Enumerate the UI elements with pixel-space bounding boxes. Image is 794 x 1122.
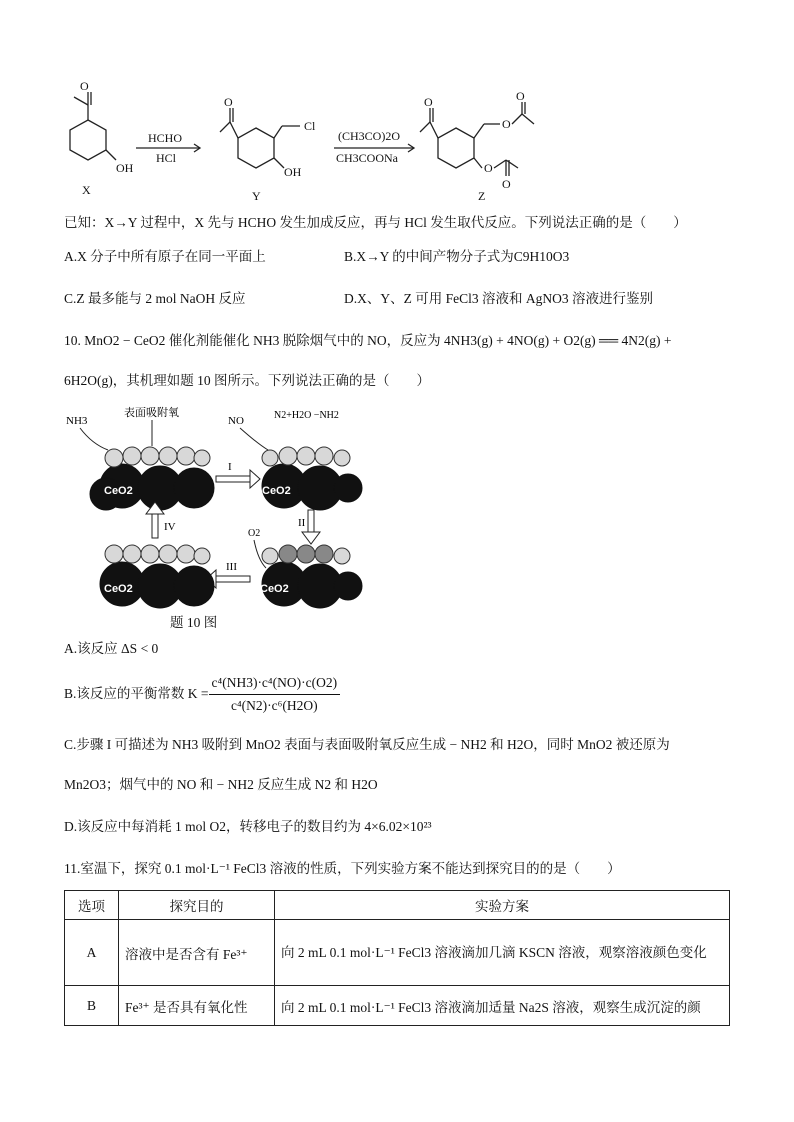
table-header: 选项 (65, 891, 119, 920)
experiment-table (64, 890, 730, 1026)
products-label: N2+H2O −NH2 (274, 410, 339, 421)
table-row (65, 986, 730, 1026)
ceo2-label-1: CeO2 (104, 485, 133, 497)
z-carbonyl-o: O (424, 95, 433, 109)
step-iii-label: III (226, 561, 237, 573)
y-oh: OH (284, 165, 302, 179)
arrow1-reagent2: HCl (156, 151, 177, 165)
q10-option-b-prefix: B.该反应的平衡常数 K = (64, 686, 209, 701)
q10-stem-line2: 6H2O(g)，其机理如题 10 图所示。下列说法正确的是（ ） (64, 373, 430, 388)
z-ester-o2: O (516, 89, 525, 103)
q10-option-b (64, 668, 340, 720)
catalyst-top-right (262, 447, 362, 510)
molecule-z (420, 89, 534, 191)
q9-option-c: C.Z 最多能与 2 mol NaOH 反应 (64, 291, 246, 306)
z-ester-o1: O (502, 117, 511, 131)
equilibrium-constant-fraction (209, 674, 341, 715)
molecule-y (220, 95, 316, 179)
fraction-numerator: c⁴(NH3)·c⁴(NO)·c(O2) (209, 674, 341, 695)
step-iv-label: IV (164, 521, 176, 533)
ceo2-label-3: CeO2 (260, 583, 289, 595)
table-cell-purpose: Fe³⁺ 是否具有氧化性 (119, 986, 275, 1026)
q9-stem: 已知：X→Y 过程中，X 先与 HCHO 发生加成反应，再与 HCl 发生取代反应。下列说法正确的是（ ） (64, 215, 687, 230)
o2-label: O2 (248, 528, 261, 539)
figure-caption: 题 10 图 (170, 615, 218, 630)
q10-option-c-line2: Mn2O3；烟气中的 NO 和 − NH2 反应生成 N2 和 H2O (64, 777, 378, 792)
label-x: X (82, 183, 91, 197)
table-row (65, 920, 730, 986)
molecule-x (70, 79, 134, 175)
q9-option-b: B.X→Y 的中间产物分子式为C9H10O3 (344, 249, 570, 264)
table-header: 实验方案 (275, 891, 730, 920)
q10-option-c-line1: C.步骤 I 可描述为 NH3 吸附到 MnO2 表面与表面吸附氧反应生成 − NH2 和 H2O，同时 MnO2 被还原为 (64, 737, 670, 752)
table-cell-plan: 向 2 mL 0.1 mol·L⁻¹ FeCl3 溶液滴加适量 Na2S 溶液，观察生成沉淀的颜 (275, 986, 730, 1026)
no-label: NO (228, 415, 244, 427)
step-ii-arrow (298, 510, 320, 544)
x-carbonyl-o: O (80, 79, 89, 93)
reaction-scheme (60, 79, 740, 205)
table-header: 探究目的 (119, 891, 275, 920)
ceo2-label-4: CeO2 (104, 583, 133, 595)
arrow2-reagent: (CH3CO)2O (338, 129, 400, 143)
catalyst-bottom-left (100, 545, 214, 608)
z-ester-o3: O (484, 161, 493, 175)
q10-stem-line1: 10. MnO2 − CeO2 催化剂能催化 NH3 脱除烟气中的 NO，反应为 4NH3(g) + 4NO(g) + O2(g) ══ 4N2(g) + (64, 333, 672, 348)
step-i-arrow (216, 461, 260, 488)
step-i-label: I (228, 461, 232, 473)
table-cell-option: B (65, 986, 119, 1026)
q10-option-d: D.该反应中每消耗 1 mol O2，转移电子的数目约为 4×6.02×10²³ (64, 819, 432, 834)
y-cl: Cl (304, 119, 316, 133)
table-cell-purpose: 溶液中是否含有 Fe³⁺ (119, 920, 275, 986)
q9-option-d: D.X、Y、Z 可用 FeCl3 溶液和 AgNO3 溶液进行鉴别 (344, 291, 653, 306)
label-z: Z (478, 189, 486, 203)
ceo2-label-2: CeO2 (262, 485, 291, 497)
surface-oxygen-label: 表面吸附氧 (124, 407, 179, 419)
label-y: Y (252, 189, 261, 203)
arrow2-reagent2: CH3COONa (336, 151, 398, 165)
fraction-denominator: c⁴(N2)·c⁶(H2O) (230, 697, 318, 713)
table-cell-plan: 向 2 mL 0.1 mol·L⁻¹ FeCl3 溶液滴加几滴 KSCN 溶液，观察溶液颜色变化 (275, 920, 730, 986)
q9-option-a: A.X 分子中所有原子在同一平面上 (64, 249, 266, 264)
x-oh: OH (116, 161, 134, 175)
q11-stem: 11.室温下，探究 0.1 mol·L⁻¹ FeCl3 溶液的性质，下列实验方案不能达到探究目的的是（ ） (64, 861, 621, 876)
arrow1-reagent: HCHO (148, 131, 183, 145)
catalyst-bottom-right (260, 545, 362, 608)
mechanism-figure (62, 404, 362, 616)
catalyst-top-left (90, 447, 214, 510)
nh3-label: NH3 (66, 415, 88, 427)
z-ester-o4: O (502, 177, 511, 191)
q10-option-a: A.该反应 ΔS < 0 (64, 641, 159, 656)
table-header-row (65, 891, 730, 920)
table-cell-option: A (65, 920, 119, 986)
step-ii-label: II (298, 517, 306, 529)
y-carbonyl-o: O (224, 95, 233, 109)
